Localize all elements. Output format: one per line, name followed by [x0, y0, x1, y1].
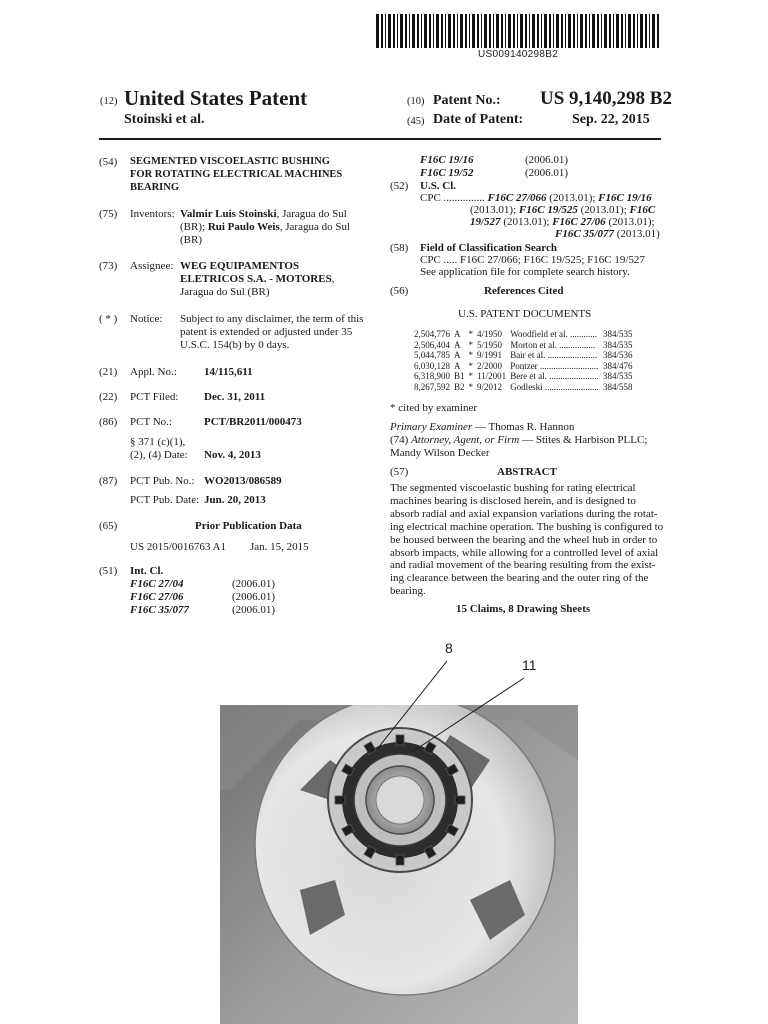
prior-date: Jan. 15, 2015: [250, 541, 309, 553]
prior-heading: Prior Publication Data: [195, 520, 302, 532]
inventor-1-place: , Jaragua do Sul: [276, 208, 347, 220]
abstract-line: ing clearance between the bearing and the outer ring of the: [390, 572, 649, 585]
reference-date: 4/1950: [477, 329, 503, 339]
title-line-3: BEARING: [130, 182, 180, 193]
prior-number: (65): [99, 520, 118, 532]
field-note: See application file for complete search history.: [420, 266, 630, 278]
s371-line-2: (2), (4) Date:: [130, 449, 188, 461]
reference-name: Godleski ........................: [510, 381, 599, 392]
patent-date: Sep. 22, 2015: [572, 112, 650, 127]
reference-number: 5,044,785: [414, 350, 450, 361]
patent-no-label: Patent No.:: [433, 93, 501, 108]
reference-number: 6,318,900: [414, 371, 450, 382]
reference-class: 384/535: [602, 339, 633, 350]
notice-number: ( * ): [99, 313, 118, 325]
patent-no-number: (10): [407, 96, 425, 107]
reference-star: *: [468, 350, 474, 361]
appl-value: 14/115,611: [204, 366, 253, 378]
intcl-heading: Int. Cl.: [130, 565, 164, 577]
reference-number: 2,506,404: [414, 339, 450, 350]
inventor-2-place: , Jaragua do Sul: [279, 221, 351, 233]
s371-value: Nov. 4, 2013: [204, 449, 261, 461]
abstract-line: be housed between the bearing and the wheel hub in order to: [390, 533, 658, 546]
reference-class: 384/535: [602, 329, 633, 339]
uscl-cpc: CPC ...............: [420, 192, 488, 204]
intcl-code: F16C 19/16: [420, 154, 474, 166]
reference-number: 2,504,776: [414, 329, 450, 339]
reference-date: 11/2001: [477, 371, 507, 382]
uscl-number: (52): [390, 180, 409, 192]
reference-star: *: [468, 381, 474, 392]
intcl-code: F16C 19/52: [420, 167, 474, 179]
inventor-short: Stoinski et al.: [124, 112, 205, 127]
reference-kind: A: [454, 339, 461, 350]
intcl-code: F16C 27/06: [130, 591, 184, 603]
reference-date: 9/1991: [477, 350, 503, 361]
abstract-line: The segmented viscoelastic bushing for rating electrical: [390, 482, 636, 494]
assignee-label: Assignee:: [130, 260, 174, 272]
reference-date: 9/2012: [477, 381, 503, 392]
reference-date: 2/2000: [477, 360, 503, 371]
reference-star: *: [468, 339, 474, 350]
inventors-label: Inventors:: [130, 208, 175, 220]
reference-name: Woodfield et al. ............: [510, 329, 597, 339]
title-number: (54): [99, 156, 118, 168]
attorney-label: Attorney, Agent, or Firm: [411, 434, 520, 446]
intcl-code: F16C 27/04: [130, 578, 184, 590]
reference-kind: B2: [454, 381, 465, 392]
uscl-heading: U.S. Cl.: [420, 180, 457, 192]
assignee-comma: ,: [331, 273, 335, 285]
abstract-number: (57): [390, 466, 409, 478]
reference-kind: B1: [454, 371, 465, 382]
pct-filed-label: PCT Filed:: [130, 391, 179, 403]
assignee-number: (73): [99, 260, 118, 272]
uscl-version: (2013.01);: [500, 216, 553, 228]
patent-number: US 9,140,298 B2: [540, 88, 672, 109]
type-number: (12): [100, 96, 118, 107]
abstract-line: and radial movement of the bearing resulting from the exist-: [390, 559, 656, 572]
refs-number: (56): [390, 285, 409, 297]
abstract-line: ing electrical machine operation. The bushing is configured to: [390, 520, 664, 533]
pct-filed-value: Dec. 31, 2011: [204, 391, 266, 403]
reference-name: Pontzer ..........................: [510, 360, 599, 371]
pct-no-number: (86): [99, 416, 118, 428]
title-line-2: FOR ROTATING ELECTRICAL MACHINES: [130, 169, 343, 180]
notice-line-3: U.S.C. 154(b) by 0 days.: [180, 339, 290, 351]
s371-line-1: § 371 (c)(1),: [130, 436, 186, 448]
notice-label: Notice:: [130, 313, 163, 325]
abstract-line: absorb radial and axial expansion variations during the rotat-: [390, 507, 658, 520]
inventors-line-3: (BR): [180, 234, 202, 246]
abstract-line: absorb impacts, while allowing for a controlled level of axial: [390, 546, 659, 559]
appl-number: (21): [99, 366, 118, 378]
uscl-code: F16C 35/077: [555, 228, 614, 240]
reference-star: *: [468, 329, 474, 339]
examiner-name: — Thomas R. Hannon: [472, 421, 575, 433]
figure-label-11: 11: [522, 657, 537, 673]
intcl-number: (51): [99, 565, 118, 577]
reference-name: Morton et al. ................: [510, 339, 596, 350]
reference-kind: A: [454, 360, 461, 371]
cited-note: * cited by examiner: [390, 402, 478, 414]
inventor-2-name: Rui Paulo Weis: [207, 221, 280, 233]
uscl-version: (2013.01);: [546, 192, 599, 204]
uscl-code: 19/527: [470, 216, 501, 228]
patent-type: United States Patent: [124, 86, 308, 110]
uscl-code: F16C 27/06: [552, 216, 606, 228]
intcl-code: F16C 35/077: [130, 604, 189, 616]
assignee-line-3: Jaragua do Sul (BR): [180, 286, 270, 298]
pct-pub-label: PCT Pub. No.:: [130, 475, 195, 487]
abstract-line: machines bearing is disclosed herein, and is designed to: [390, 494, 636, 507]
refs-heading: References Cited: [484, 285, 564, 297]
reference-date: 5/1950: [477, 339, 503, 350]
reference-star: *: [468, 360, 474, 371]
reference-name: Bere et al. ......................: [510, 371, 599, 382]
pct-pub-date-label: PCT Pub. Date:: [130, 494, 200, 506]
prior-pub: US 2015/0016763 A1: [130, 541, 226, 553]
assignee-line-1: WEG EQUIPAMENTOS: [180, 260, 300, 272]
inventor-1-country: (BR);: [180, 221, 208, 233]
reference-number: 6,030,128: [414, 360, 450, 371]
reference-number: 8,267,592: [414, 381, 450, 392]
bearing-inner: [376, 776, 424, 824]
reference-kind: A: [454, 329, 461, 339]
intcl-version: (2006.01): [525, 167, 569, 179]
intcl-version: (2006.01): [525, 154, 569, 166]
reference-class: 384/535: [602, 371, 633, 382]
notice-line-1: Subject to any disclaimer, the term of this: [180, 313, 364, 325]
uscl-version: (2013.01): [613, 228, 660, 240]
pct-pub-value: WO2013/086589: [204, 475, 282, 487]
uscl-code: F16C: [629, 204, 656, 216]
field-number: (58): [390, 242, 409, 254]
field-cpc: CPC ..... F16C 27/066; F16C 19/525; F16C 19/527: [420, 254, 645, 266]
barcode-number: US009140298B2: [478, 49, 559, 60]
reference-class: 384/558: [602, 381, 633, 392]
appl-label: Appl. No.:: [130, 366, 177, 378]
uscl-code: F16C 19/16: [598, 192, 652, 204]
notice-line-2: patent is extended or adjusted under 35: [180, 326, 353, 338]
inventors-number: (75): [99, 208, 118, 220]
reference-class: 384/536: [602, 350, 633, 361]
date-label: Date of Patent:: [433, 112, 524, 127]
field-heading: Field of Classification Search: [420, 242, 557, 254]
abstract-heading: ABSTRACT: [497, 466, 557, 478]
uscl-version: (2013.01);: [577, 204, 630, 216]
attorney-firm: — Stites & Harbison PLLC;: [519, 434, 648, 446]
pct-filed-number: (22): [99, 391, 118, 403]
assignee-name-2: ELETRICOS S.A. - MOTORES: [180, 273, 332, 285]
date-number: (45): [407, 116, 425, 127]
pct-pub-date: Jun. 20, 2013: [204, 494, 266, 506]
intcl-version: (2006.01): [232, 578, 276, 590]
examiner-label: Primary Examiner: [390, 421, 473, 433]
attorney-number: (74): [390, 434, 409, 446]
title-line-1: SEGMENTED VISCOELASTIC BUSHING: [130, 156, 330, 167]
pct-pub-number: (87): [99, 475, 118, 487]
inventor-1-name: Valmir Luis Stoinski: [180, 208, 277, 220]
intcl-version: (2006.01): [232, 604, 276, 616]
reference-class: 384/476: [602, 360, 633, 371]
reference-star: *: [468, 371, 474, 382]
intcl-version: (2006.01): [232, 591, 276, 603]
claims-summary: 15 Claims, 8 Drawing Sheets: [456, 603, 591, 615]
refs-subheading: U.S. PATENT DOCUMENTS: [458, 308, 592, 320]
reference-name: Bair et al. ......................: [510, 350, 598, 361]
reference-kind: A: [454, 350, 461, 361]
pct-no-label: PCT No.:: [130, 416, 172, 428]
bearing-photo: [220, 695, 578, 1024]
abstract-line: bearing.: [390, 585, 426, 598]
uscl-version: (2013.01);: [605, 216, 655, 228]
uscl-code: F16C 19/525: [518, 204, 578, 216]
pct-no-value: PCT/BR2011/000473: [204, 416, 302, 428]
uscl-version: (2013.01);: [470, 204, 519, 216]
attorney-name: Mandy Wilson Decker: [390, 447, 490, 459]
uscl-code: F16C 27/066: [487, 192, 547, 204]
figure-label-8: 8: [445, 640, 453, 656]
